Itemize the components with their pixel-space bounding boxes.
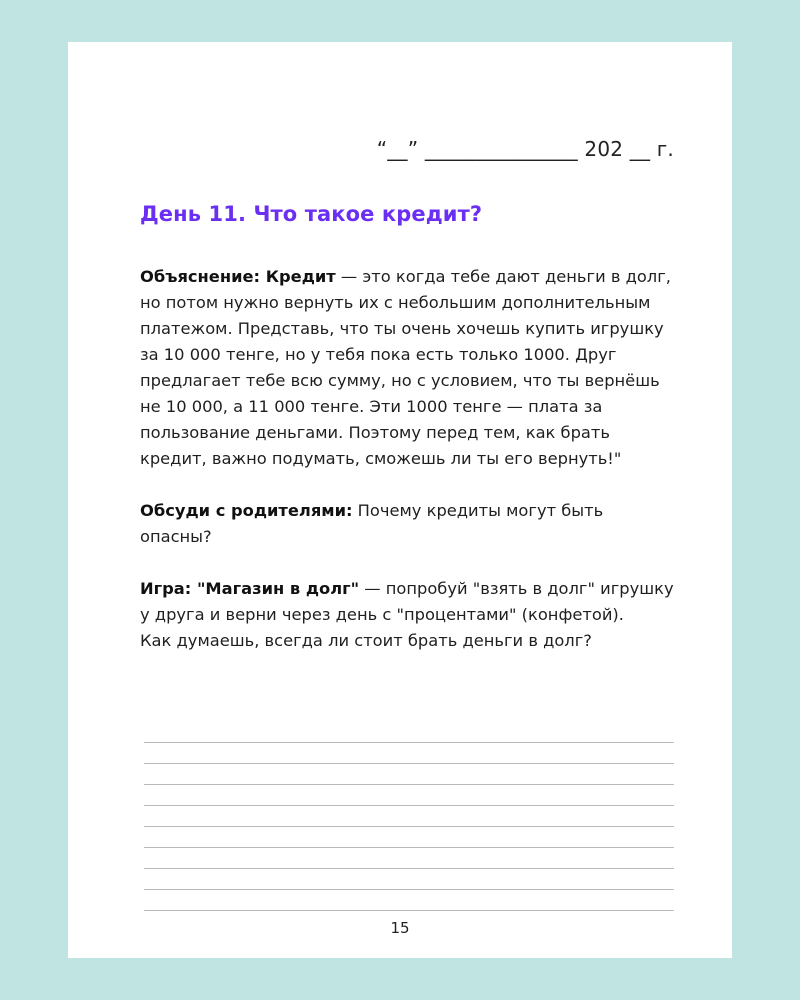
answer-line[interactable] [144,910,674,911]
answer-lines[interactable] [144,742,674,931]
explanation-text: — это когда тебе дают деньги в долг, но потом нужно вернуть их с небольшим дополнительным платежом. Представь, что ты очень хочешь купить игрушку за 10 000 тенге, но у тебя пока есть только 1000. Друг предлагает тебе всю сумму, но с условием, что ты вернёшь не 10 000, а 11 000 тенге. Эти 1000 тенге — плата за пользование деньгами. Поэтому перед тем, как брать кредит, важно подумать, сможешь ли ты его вернуть!" [140,267,671,468]
answer-line[interactable] [144,742,674,743]
discuss-text: Почему кредиты могут быть опасны? [140,501,604,546]
lesson-content [140,264,680,680]
page-number: 15 [390,919,410,937]
answer-line[interactable] [144,889,674,890]
game-text: — попробуй "взять в долг" игрушку у друга и верни через день с "процентами" (конфетой). [140,579,674,624]
answer-line[interactable] [144,763,674,764]
date-line: “__” _______________ 202 __ г. [376,137,674,161]
workbook-page [68,42,732,958]
answer-line[interactable] [144,805,674,806]
answer-line[interactable] [144,847,674,848]
answer-line[interactable] [144,868,674,869]
game-label: Игра: "Магазин в долг" [140,579,360,598]
answer-line[interactable] [144,784,674,785]
game-question: Как думаешь, всегда ли стоит брать деньги в долг? [140,631,592,650]
explanation-paragraph [140,264,680,472]
game-paragraph [140,576,680,654]
explanation-label: Объяснение: Кредит [140,267,336,286]
answer-line[interactable] [144,826,674,827]
page-title: День 11. Что такое кредит? [140,202,483,226]
discuss-paragraph [140,498,680,550]
discuss-label: Обсуди с родителями: [140,501,353,520]
